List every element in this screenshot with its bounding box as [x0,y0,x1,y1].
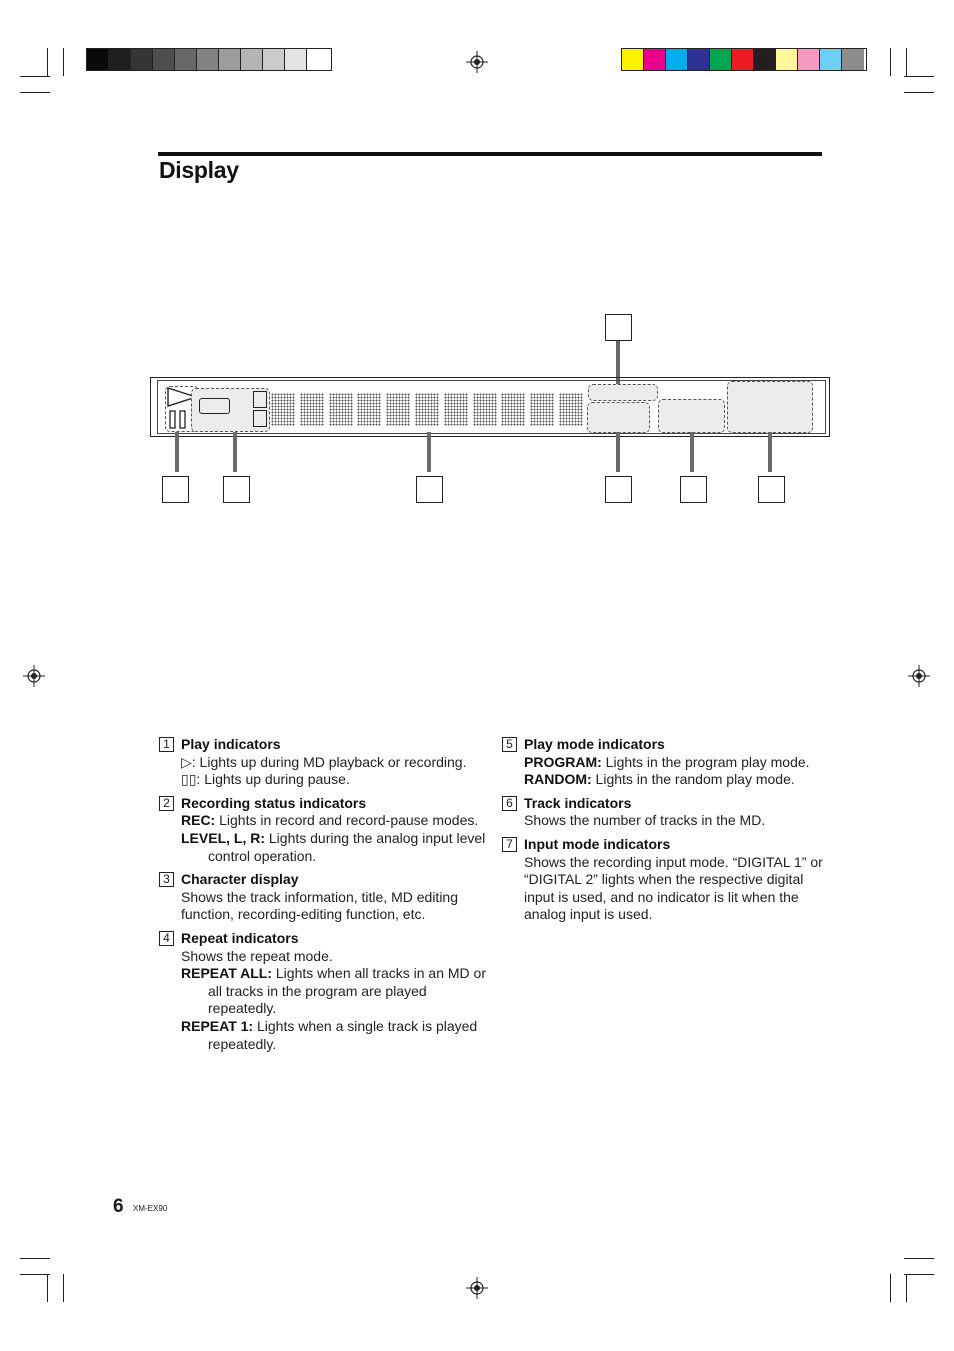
callout-line-7 [768,432,772,472]
left-column [159,736,489,1059]
term-label: LEVEL, L, R: [181,829,265,846]
character-cell [444,393,468,426]
callout-line-5 [616,432,620,472]
section-play-mode-indicators [502,736,824,789]
color-swatch [842,49,864,70]
color-swatch [87,49,109,70]
section-number: 7 [502,837,517,852]
section-line: Lights in record and record-pause modes. [215,812,479,829]
color-swatch [666,49,688,70]
color-swatch [820,49,842,70]
callout-box-2 [223,476,250,503]
term-label: REPEAT 1: [181,1017,254,1034]
process-color-bar [621,48,867,71]
color-swatch [263,49,285,70]
character-cell [300,393,324,426]
character-cell [329,393,353,426]
section-heading: Recording status indicators [181,794,367,811]
callout-line-1 [175,432,179,472]
section-number: 1 [159,737,174,752]
repeat-indicator-area [588,384,658,401]
term-label: RANDOM: [524,771,592,788]
callout-box-5 [605,476,632,503]
section-character-display [159,871,489,924]
level-l-indicator-outline [253,391,267,408]
color-swatch [219,49,241,70]
section-track-indicators [502,795,824,830]
section-heading: Repeat indicators [181,929,299,946]
rec-indicator-outline [199,398,230,414]
registration-target-icon [466,51,488,73]
callout-box-7 [758,476,785,503]
character-cell [559,393,583,426]
section-line: Lights when a single track is played repeatedly. [208,1017,478,1052]
color-swatch [241,49,263,70]
section-number: 3 [159,872,174,887]
character-cell [271,393,295,426]
input-mode-indicator-area [727,381,813,433]
character-cell [415,393,439,426]
registration-target-icon [466,1277,488,1299]
callout-line-6 [690,432,694,472]
color-swatch [622,49,644,70]
section-line: Lights when all tracks in an MD or all tracks in the program are played repeatedly. [208,965,486,1017]
section-line: : Lights up during MD playback or recording. [191,753,467,770]
term-label: PROGRAM: [524,753,602,770]
callout-line-3 [427,432,431,472]
registration-target-icon [23,665,45,687]
play-triangle-glyph: ▷ [181,753,192,770]
section-heading: Play mode indicators [524,736,665,752]
color-swatch [285,49,307,70]
section-heading: Track indicators [524,794,632,811]
color-swatch [798,49,820,70]
color-swatch [710,49,732,70]
callout-box-3 [416,476,443,503]
character-cell [501,393,525,426]
character-cell [473,393,497,426]
callout-line-2 [233,432,237,472]
color-swatch [776,49,798,70]
track-indicator-area [658,399,725,433]
color-swatch [644,49,666,70]
color-swatch [153,49,175,70]
grayscale-color-bar [86,48,332,71]
color-swatch [175,49,197,70]
color-swatch [109,49,131,70]
title-rule [158,152,822,156]
section-input-mode-indicators [502,836,824,924]
color-swatch [754,49,776,70]
character-cell [357,393,381,426]
term-label: REPEAT ALL: [181,965,272,982]
section-heading: Character display [181,871,299,888]
section-repeat-indicators [159,930,489,1053]
character-cell [530,393,554,426]
callout-box-1 [162,476,189,503]
color-swatch [307,49,329,70]
section-number: 5 [502,737,517,752]
section-play-indicators [159,736,489,789]
section-line: Lights in the random play mode. [591,771,795,788]
section-heading: Play indicators [181,736,281,752]
color-swatch [131,49,153,70]
section-line: Shows the repeat mode. [181,947,333,964]
callout-box-4 [605,314,632,341]
character-cell [386,393,410,426]
section-line: Shows the number of tracks in the MD. [524,812,766,829]
section-recording-status-indicators [159,795,489,865]
section-number: 4 [159,931,174,946]
color-swatch [197,49,219,70]
registration-target-icon [908,665,930,687]
section-line: Lights during the analog input level control operation. [208,829,486,864]
page-title: Display [159,157,239,183]
section-line: : Lights up during pause. [196,771,350,788]
level-r-indicator-outline [253,410,267,427]
term-label: REC: [181,812,216,829]
section-number: 6 [502,796,517,811]
section-line: Shows the recording input mode. “DIGITAL 1” or “DIGITAL 2” lights when the respective digital input is used, and no indicator is lit when the analog input is used. [524,853,823,923]
section-line: Shows the track information, title, MD editing function, recording-editing function, etc. [181,888,459,923]
section-line: Lights in the program play mode. [601,753,810,770]
section-number: 2 [159,796,174,811]
page-number: 6 [113,1196,124,1217]
color-swatch [688,49,710,70]
section-heading: Input mode indicators [524,835,671,852]
color-swatch [732,49,754,70]
play-mode-indicator-area [587,402,650,433]
pause-glyph: ▯▯ [181,771,197,788]
callout-box-6 [680,476,707,503]
model-number: XM-EX90 [133,1204,168,1213]
right-column [502,736,824,930]
